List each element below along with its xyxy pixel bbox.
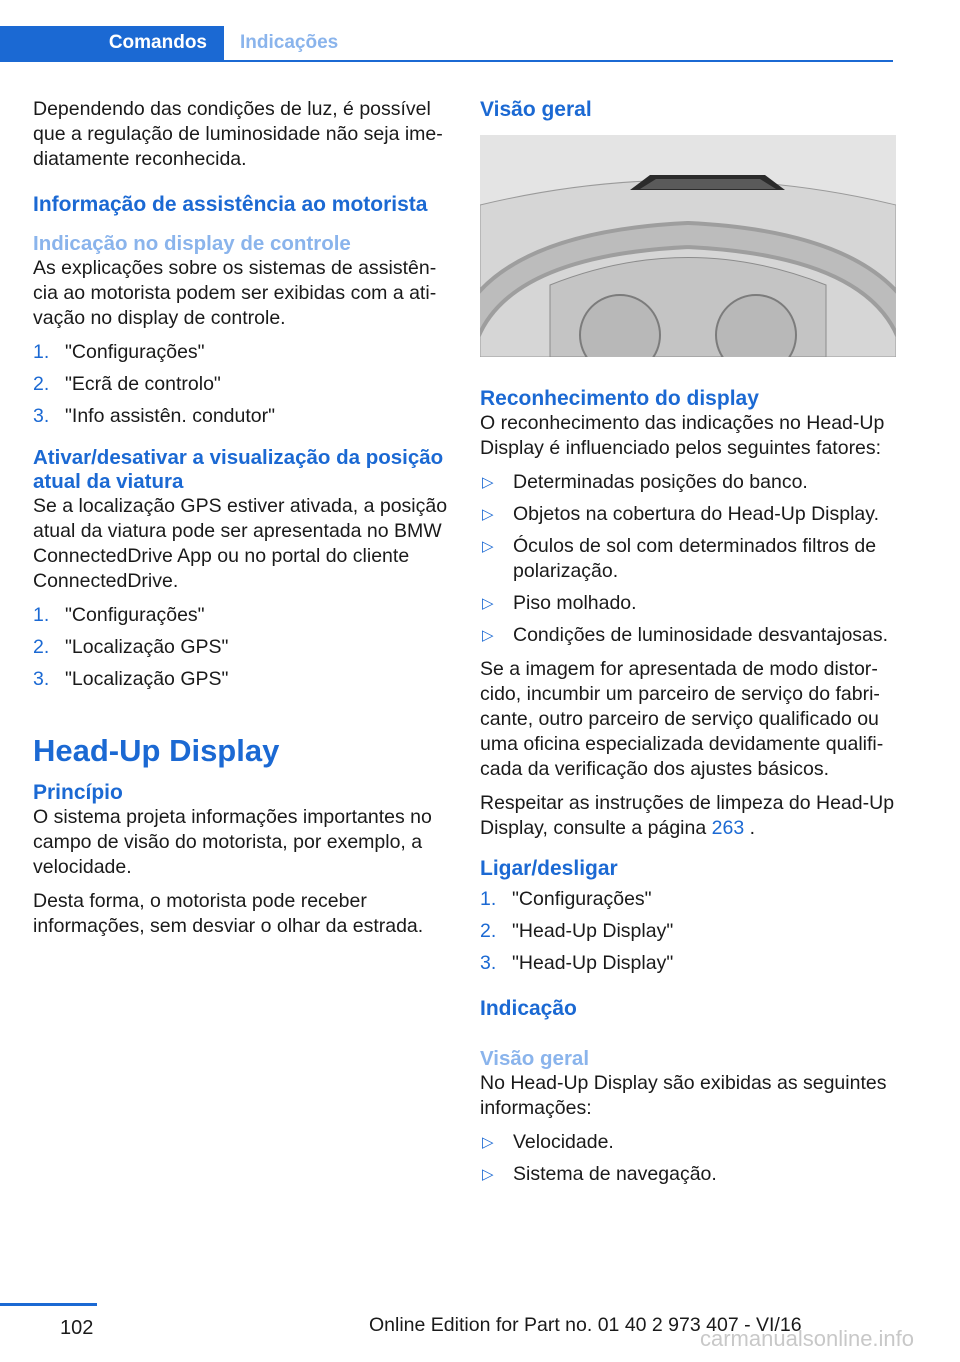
- recognition-text: O reconhecimento das indicações no Head-Up Display é influenciado pelos seguintes fatores:: [480, 412, 885, 459]
- list-item: [480, 951, 896, 983]
- step-number: 2.: [33, 636, 50, 658]
- step-text: "Configurações": [65, 604, 205, 626]
- steps-list-assist: [33, 340, 451, 436]
- edition-line: Online Edition for Part no. 01 40 2 973 407 - VI/16: [369, 1314, 802, 1336]
- tab-comandos[interactable]: Comandos: [0, 26, 224, 62]
- step-number: 2.: [480, 920, 497, 942]
- watermark-text: carmanualsonline.info: [700, 1326, 915, 1351]
- step-text: "Configurações": [512, 888, 652, 910]
- triangle-bullet-icon: ▷: [482, 1134, 494, 1151]
- hud-dashboard-image: [480, 135, 896, 357]
- step-number: 3.: [33, 405, 50, 427]
- list-item: [33, 667, 451, 699]
- step-text: "Localização GPS": [65, 668, 229, 690]
- list-item: ▷ Piso molhado.: [482, 592, 637, 614]
- triangle-bullet-icon: ▷: [482, 538, 494, 555]
- indication-title: Indicação: [480, 997, 577, 1020]
- principle-text-1: O sistema projeta informações importantes no campo de visão do motorista, por exemplo, a velocidade.: [33, 806, 432, 878]
- step-number: 1.: [33, 341, 50, 363]
- section-gps-text: Se a localização GPS estiver ativada, a posição atual da viatura pode ser apresentada no BMW ConnectedDrive App ou no portal do cliente ConnectedDrive.: [33, 495, 448, 592]
- overview-title: Visão geral: [480, 98, 592, 121]
- page-number: 102: [60, 1317, 94, 1339]
- section-assist-subtitle: Indicação no display de controle: [33, 232, 351, 255]
- step-number: 3.: [33, 668, 50, 690]
- principle-text-2: Desta forma, o motorista pode receber informações, sem desviar o olhar da estrada.: [33, 890, 424, 937]
- chapter-tabbar: [0, 26, 893, 62]
- section-gps-title: Ativar/desativar a visualização da posição atual da viatura: [33, 446, 444, 493]
- recognition-title: Reconhecimento do display: [480, 387, 759, 410]
- list-item: ▷ Determinadas posições do banco.: [482, 471, 808, 493]
- step-text: "Localização GPS": [65, 636, 229, 658]
- step-text: "Ecrã de controlo": [65, 373, 221, 395]
- distortion-text: Se a imagem for apresentada de modo distorcido, incumbir um parceiro de serviço do fabricante, outro parceiro de serviço qualificado ou uma oficina especializada devidamente qualificada da verificação dos ajustes básicos.: [480, 658, 884, 780]
- step-text: "Configurações": [65, 341, 205, 363]
- step-text: "Info assistên. condutor": [65, 405, 276, 427]
- list-item: [33, 635, 451, 667]
- section-assist-title: Informação de assistência ao motorista: [33, 193, 428, 216]
- list-item: [33, 340, 451, 372]
- triangle-bullet-icon: ▷: [482, 595, 494, 612]
- step-number: 1.: [480, 888, 497, 910]
- step-number: 3.: [480, 952, 497, 974]
- list-item: ▷ Objetos na cobertura do Head-Up Display.: [482, 503, 879, 525]
- steps-list-gps: [33, 603, 451, 699]
- list-item: ▷ Sistema de navegação.: [482, 1163, 717, 1185]
- step-number: 2.: [33, 373, 50, 395]
- list-item: ▷ Condições de luminosidade desvantajosas.: [482, 624, 889, 646]
- step-number: 1.: [33, 604, 50, 626]
- triangle-bullet-icon: ▷: [482, 627, 494, 644]
- page-link[interactable]: 263: [711, 817, 745, 839]
- principle-title: Princípio: [33, 781, 123, 804]
- list-item: [33, 404, 451, 436]
- list-item: [480, 919, 896, 951]
- list-item: ▷ Óculos de sol com determinados filtros de polarização.: [482, 535, 877, 582]
- step-text: "Head-Up Display": [512, 952, 674, 974]
- cleaning-text: Respeitar as instruções de limpeza do Head-Up Display, consulte a página 263 .: [480, 792, 895, 839]
- list-item: [33, 372, 451, 404]
- triangle-bullet-icon: ▷: [482, 474, 494, 491]
- tab-indicacoes[interactable]: Indicações: [240, 32, 339, 53]
- left-column: [33, 97, 451, 948]
- triangle-bullet-icon: ▷: [482, 506, 494, 523]
- list-item: [480, 887, 896, 919]
- chapter-title: Head-Up Display: [33, 733, 280, 768]
- section-assist-text: As explicações sobre os sistemas de assistência ao motorista podem ser exibidas com a ativação no display de controle.: [33, 257, 437, 329]
- triangle-bullet-icon: ▷: [482, 1166, 494, 1183]
- right-column: [480, 97, 896, 1196]
- indication-subtitle: Visão geral: [480, 1047, 590, 1070]
- onoff-title: Ligar/desligar: [480, 857, 618, 880]
- list-item: ▷ Velocidade.: [482, 1131, 614, 1153]
- info-list: [480, 1130, 896, 1187]
- steps-list-hud: [480, 887, 896, 983]
- dashboard-illustration: [480, 135, 896, 357]
- indication-text: No Head-Up Display são exibidas as seguintes informações:: [480, 1072, 887, 1119]
- factors-list: [480, 470, 896, 648]
- step-text: "Head-Up Display": [512, 920, 674, 942]
- footer-rule: [0, 1303, 97, 1306]
- header-rule: [0, 60, 893, 62]
- intro-paragraph: Dependendo das condições de luz, é possível que a regulação de luminosidade não seja imediatamente reconhecida.: [33, 98, 443, 170]
- list-item: [33, 603, 451, 635]
